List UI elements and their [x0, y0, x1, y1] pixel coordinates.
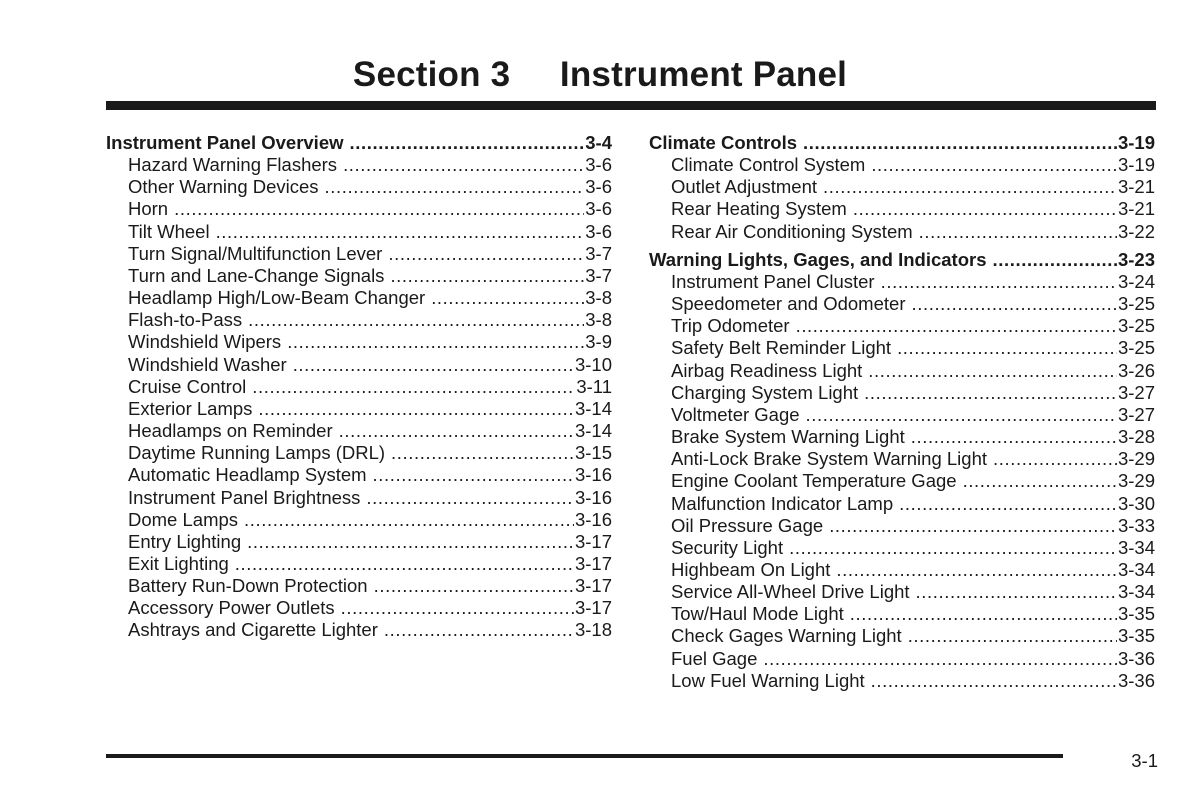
- toc-dot-leader: [293, 354, 574, 376]
- toc-entry[interactable]: [649, 625, 1155, 647]
- toc-dot-leader: [806, 404, 1117, 426]
- toc-entry[interactable]: [106, 243, 612, 265]
- toc-dot-leader: [374, 575, 574, 597]
- toc-entry-label: Voltmeter Gage: [671, 403, 800, 425]
- toc-dot-leader: [881, 271, 1117, 293]
- toc-dot-leader: [388, 243, 584, 265]
- toc-entry-label: Oil Pressure Gage: [671, 514, 824, 536]
- toc-dot-leader: [829, 515, 1117, 537]
- toc-entry[interactable]: [106, 376, 612, 398]
- toc-entry-page: 3-8: [585, 309, 612, 331]
- toc-left-column: [106, 132, 612, 642]
- toc-dot-leader: [216, 221, 585, 243]
- toc-entry-page: 3-19: [1117, 132, 1155, 153]
- toc-entry-label: Daytime Running Lamps (DRL): [128, 442, 386, 464]
- toc-entry[interactable]: [649, 176, 1155, 198]
- toc-entry[interactable]: [649, 470, 1155, 492]
- toc-entry[interactable]: [649, 537, 1155, 559]
- toc-entry-label: Trip Odometer: [671, 315, 790, 337]
- toc-dot-leader: [248, 309, 584, 331]
- toc-dot-leader: [871, 670, 1117, 692]
- toc-entry-page: 3-14: [574, 397, 612, 419]
- toc-entry[interactable]: [106, 420, 612, 442]
- toc-entry-label: Horn: [128, 198, 169, 220]
- toc-entry-label: Anti-Lock Brake System Warning Light: [671, 448, 987, 470]
- toc-entry-page: 3-28: [1117, 426, 1155, 448]
- toc-entry[interactable]: [649, 221, 1155, 243]
- toc-entry-page: 3-21: [1117, 198, 1155, 220]
- toc-heading[interactable]: [649, 132, 1155, 154]
- toc-dot-leader: [789, 537, 1117, 559]
- title-divider: [106, 101, 1156, 110]
- toc-entry-label: Security Light: [671, 536, 784, 558]
- toc-entry[interactable]: [649, 337, 1155, 359]
- toc-dot-leader: [908, 625, 1117, 647]
- toc-entry[interactable]: [649, 559, 1155, 581]
- toc-entry-label: Check Gages Warning Light: [671, 625, 902, 647]
- toc-entry-label: Low Fuel Warning Light: [671, 669, 865, 691]
- toc-entry[interactable]: [649, 404, 1155, 426]
- toc-entry-page: 3-25: [1117, 337, 1155, 359]
- toc-entry-page: 3-17: [574, 530, 612, 552]
- toc-dot-leader: [258, 398, 574, 420]
- toc-heading[interactable]: [649, 249, 1155, 271]
- toc-entry[interactable]: [106, 331, 612, 353]
- toc-dot-leader: [919, 221, 1117, 243]
- toc-entry-label: Instrument Panel Cluster: [671, 270, 875, 292]
- toc-dot-leader: [287, 331, 584, 353]
- toc-dot-leader: [341, 597, 574, 619]
- toc-entry-label: Other Warning Devices: [128, 176, 319, 198]
- toc-entry-label: Warning Lights, Gages, and Indicators: [649, 248, 987, 270]
- toc-entry-label: Instrument Panel Overview: [106, 132, 344, 153]
- toc-entry[interactable]: [106, 575, 612, 597]
- toc-dot-leader: [993, 249, 1117, 271]
- toc-dot-leader: [916, 581, 1117, 603]
- toc-entry[interactable]: [649, 448, 1155, 470]
- toc-entry-page: 3-7: [585, 242, 612, 264]
- toc-dot-leader: [339, 420, 574, 442]
- toc-entry-label: Outlet Adjustment: [671, 176, 818, 198]
- toc-entry-page: 3-9: [585, 331, 612, 353]
- toc-entry[interactable]: [106, 464, 612, 486]
- toc-dot-leader: [390, 265, 584, 287]
- toc-entry[interactable]: [106, 619, 612, 641]
- toc-entry-page: 3-16: [574, 464, 612, 486]
- toc-entry-label: Flash-to-Pass: [128, 309, 243, 331]
- toc-entry[interactable]: [106, 509, 612, 531]
- toc-entry-label: Charging System Light: [671, 381, 859, 403]
- toc-entry-page: 3-29: [1117, 448, 1155, 470]
- toc-dot-leader: [963, 470, 1117, 492]
- toc-entry-page: 3-19: [1117, 154, 1155, 176]
- toc-entry-page: 3-25: [1117, 293, 1155, 315]
- toc-entry-page: 3-23: [1117, 248, 1155, 270]
- toc-dot-leader: [864, 382, 1117, 404]
- toc-entry-page: 3-15: [574, 442, 612, 464]
- toc-dot-leader: [897, 337, 1117, 359]
- toc-entry-page: 3-36: [1117, 647, 1155, 669]
- toc-entry-label: Fuel Gage: [671, 647, 758, 669]
- toc-dot-leader: [796, 315, 1117, 337]
- toc-entry-label: Hazard Warning Flashers: [128, 154, 338, 176]
- toc-heading[interactable]: [106, 132, 612, 154]
- toc-dot-leader: [871, 154, 1117, 176]
- toc-entry-page: 3-6: [585, 154, 612, 176]
- toc-entry[interactable]: [106, 176, 612, 198]
- toc-entry[interactable]: [649, 198, 1155, 220]
- toc-dot-leader: [247, 531, 574, 553]
- toc-entry[interactable]: [649, 670, 1155, 692]
- toc-dot-leader: [823, 176, 1117, 198]
- toc-entry-page: 3-16: [574, 508, 612, 530]
- toc-dot-leader: [174, 198, 584, 220]
- toc-entry[interactable]: [649, 360, 1155, 382]
- toc-entry-label: Battery Run-Down Protection: [128, 575, 368, 597]
- toc-entry-page: 3-7: [585, 264, 612, 286]
- toc-entry-label: Exterior Lamps: [128, 397, 253, 419]
- footer-divider: [106, 754, 1063, 758]
- toc-entry-page: 3-14: [574, 420, 612, 442]
- toc-entry-page: 3-36: [1117, 669, 1155, 691]
- toc-entry-page: 3-6: [585, 176, 612, 198]
- toc-entry-page: 3-6: [585, 220, 612, 242]
- toc-entry[interactable]: [106, 553, 612, 575]
- toc-entry[interactable]: [649, 154, 1155, 176]
- toc-entry-label: Climate Controls: [649, 132, 798, 153]
- toc-entry[interactable]: [106, 287, 612, 309]
- toc-entry-label: Brake System Warning Light: [671, 426, 905, 448]
- toc-entry-page: 3-34: [1117, 536, 1155, 558]
- toc-entry-label: Highbeam On Light: [671, 558, 831, 580]
- toc-entry-label: Tilt Wheel: [128, 220, 210, 242]
- section-title: Section 3 Instrument Panel: [352, 55, 848, 94]
- toc-entry-page: 3-29: [1117, 470, 1155, 492]
- toc-entry-label: Headlamp High/Low-Beam Changer: [128, 287, 426, 309]
- toc-dot-leader: [431, 287, 584, 309]
- toc-entry-page: 3-18: [574, 619, 612, 641]
- toc-entry-label: Safety Belt Reminder Light: [671, 337, 892, 359]
- toc-entry[interactable]: [106, 487, 612, 509]
- toc-dot-leader: [373, 464, 574, 486]
- toc-entry-page: 3-24: [1117, 270, 1155, 292]
- page-number: 3-1: [1131, 750, 1158, 771]
- toc-entry-label: Instrument Panel Brightness: [128, 486, 361, 508]
- toc-dot-leader: [911, 293, 1116, 315]
- toc-entry-page: 3-11: [576, 375, 612, 397]
- toc-dot-leader: [868, 360, 1117, 382]
- toc-dot-leader: [763, 648, 1117, 670]
- toc-entry-page: 3-16: [574, 486, 612, 508]
- toc-dot-leader: [350, 132, 585, 154]
- toc-dot-leader: [803, 132, 1117, 154]
- toc-entry-label: Windshield Wipers: [128, 331, 282, 353]
- toc-entry-page: 3-34: [1117, 558, 1155, 580]
- toc-dot-leader: [384, 619, 574, 641]
- toc-right-column: [649, 132, 1155, 692]
- toc-dot-leader: [325, 176, 585, 198]
- toc-entry-page: 3-6: [585, 198, 612, 220]
- toc-entry[interactable]: [106, 442, 612, 464]
- toc-entry-label: Turn and Lane-Change Signals: [128, 264, 385, 286]
- toc-entry-page: 3-10: [574, 353, 612, 375]
- toc-entry-label: Cruise Control: [128, 375, 247, 397]
- toc-entry-label: Ashtrays and Cigarette Lighter: [128, 619, 378, 641]
- toc-entry-label: Service All-Wheel Drive Light: [671, 581, 910, 603]
- toc-entry[interactable]: [649, 293, 1155, 315]
- toc-entry-label: Exit Lighting: [128, 552, 229, 574]
- toc-entry-label: Entry Lighting: [128, 530, 242, 552]
- toc-dot-leader: [366, 487, 574, 509]
- toc-entry-label: Headlamps on Reminder: [128, 420, 333, 442]
- toc-entry-page: 3-34: [1117, 581, 1155, 603]
- toc-entry[interactable]: [106, 221, 612, 243]
- toc-entry[interactable]: [649, 648, 1155, 670]
- toc-entry-page: 3-17: [574, 575, 612, 597]
- toc-dot-leader: [911, 426, 1117, 448]
- toc-entry-page: 3-8: [585, 287, 612, 309]
- toc-entry[interactable]: [649, 515, 1155, 537]
- toc-entry-page: 3-35: [1117, 603, 1155, 625]
- toc-entry[interactable]: [106, 597, 612, 619]
- toc-entry-label: Turn Signal/Multifunction Lever: [128, 242, 383, 264]
- toc-entry-page: 3-22: [1117, 220, 1155, 242]
- toc-entry[interactable]: [106, 309, 612, 331]
- toc-entry-label: Automatic Headlamp System: [128, 464, 367, 486]
- toc-entry-page: 3-17: [574, 552, 612, 574]
- toc-entry-page: 3-27: [1117, 381, 1155, 403]
- toc-entry-page: 3-21: [1117, 176, 1155, 198]
- toc-entry[interactable]: [106, 198, 612, 220]
- toc-dot-leader: [252, 376, 575, 398]
- toc-entry[interactable]: [649, 603, 1155, 625]
- toc-entry-label: Climate Control System: [671, 154, 866, 176]
- toc-entry-page: 3-35: [1117, 625, 1155, 647]
- toc-entry-label: Accessory Power Outlets: [128, 597, 335, 619]
- toc-entry-label: Windshield Washer: [128, 353, 287, 375]
- toc-entry-label: Dome Lamps: [128, 508, 239, 530]
- toc-dot-leader: [993, 448, 1117, 470]
- toc-dot-leader: [244, 509, 574, 531]
- toc-entry[interactable]: [649, 426, 1155, 448]
- toc-dot-leader: [235, 553, 574, 575]
- toc-entry[interactable]: [106, 531, 612, 553]
- toc-entry[interactable]: [649, 382, 1155, 404]
- toc-entry[interactable]: [649, 271, 1155, 293]
- toc-entry-page: 3-17: [574, 597, 612, 619]
- toc-entry[interactable]: [106, 154, 612, 176]
- toc-entry-label: Airbag Readiness Light: [671, 359, 863, 381]
- toc-entry-page: 3-33: [1117, 514, 1155, 536]
- toc-entry-page: 3-4: [585, 132, 612, 153]
- toc-dot-leader: [899, 493, 1117, 515]
- toc-dot-leader: [836, 559, 1117, 581]
- toc-entry-page: 3-30: [1117, 492, 1155, 514]
- toc-dot-leader: [391, 442, 574, 464]
- toc-dot-leader: [853, 198, 1117, 220]
- toc-entry-page: 3-27: [1117, 403, 1155, 425]
- toc-entry[interactable]: [106, 398, 612, 420]
- toc-dot-leader: [850, 603, 1117, 625]
- toc-entry-label: Malfunction Indicator Lamp: [671, 492, 894, 514]
- toc-entry-label: Rear Air Conditioning System: [671, 220, 913, 242]
- toc-dot-leader: [343, 154, 584, 176]
- toc-entry[interactable]: [649, 493, 1155, 515]
- toc-entry-page: 3-25: [1117, 315, 1155, 337]
- toc-entry[interactable]: [106, 265, 612, 287]
- toc-entry[interactable]: [649, 581, 1155, 603]
- toc-entry-label: Engine Coolant Temperature Gage: [671, 470, 957, 492]
- toc-entry-label: Speedometer and Odometer: [671, 293, 906, 315]
- toc-entry-page: 3-26: [1117, 359, 1155, 381]
- toc-entry[interactable]: [649, 315, 1155, 337]
- toc-entry-label: Rear Heating System: [671, 198, 847, 220]
- toc-entry-label: Tow/Haul Mode Light: [671, 603, 844, 625]
- toc-entry[interactable]: [106, 354, 612, 376]
